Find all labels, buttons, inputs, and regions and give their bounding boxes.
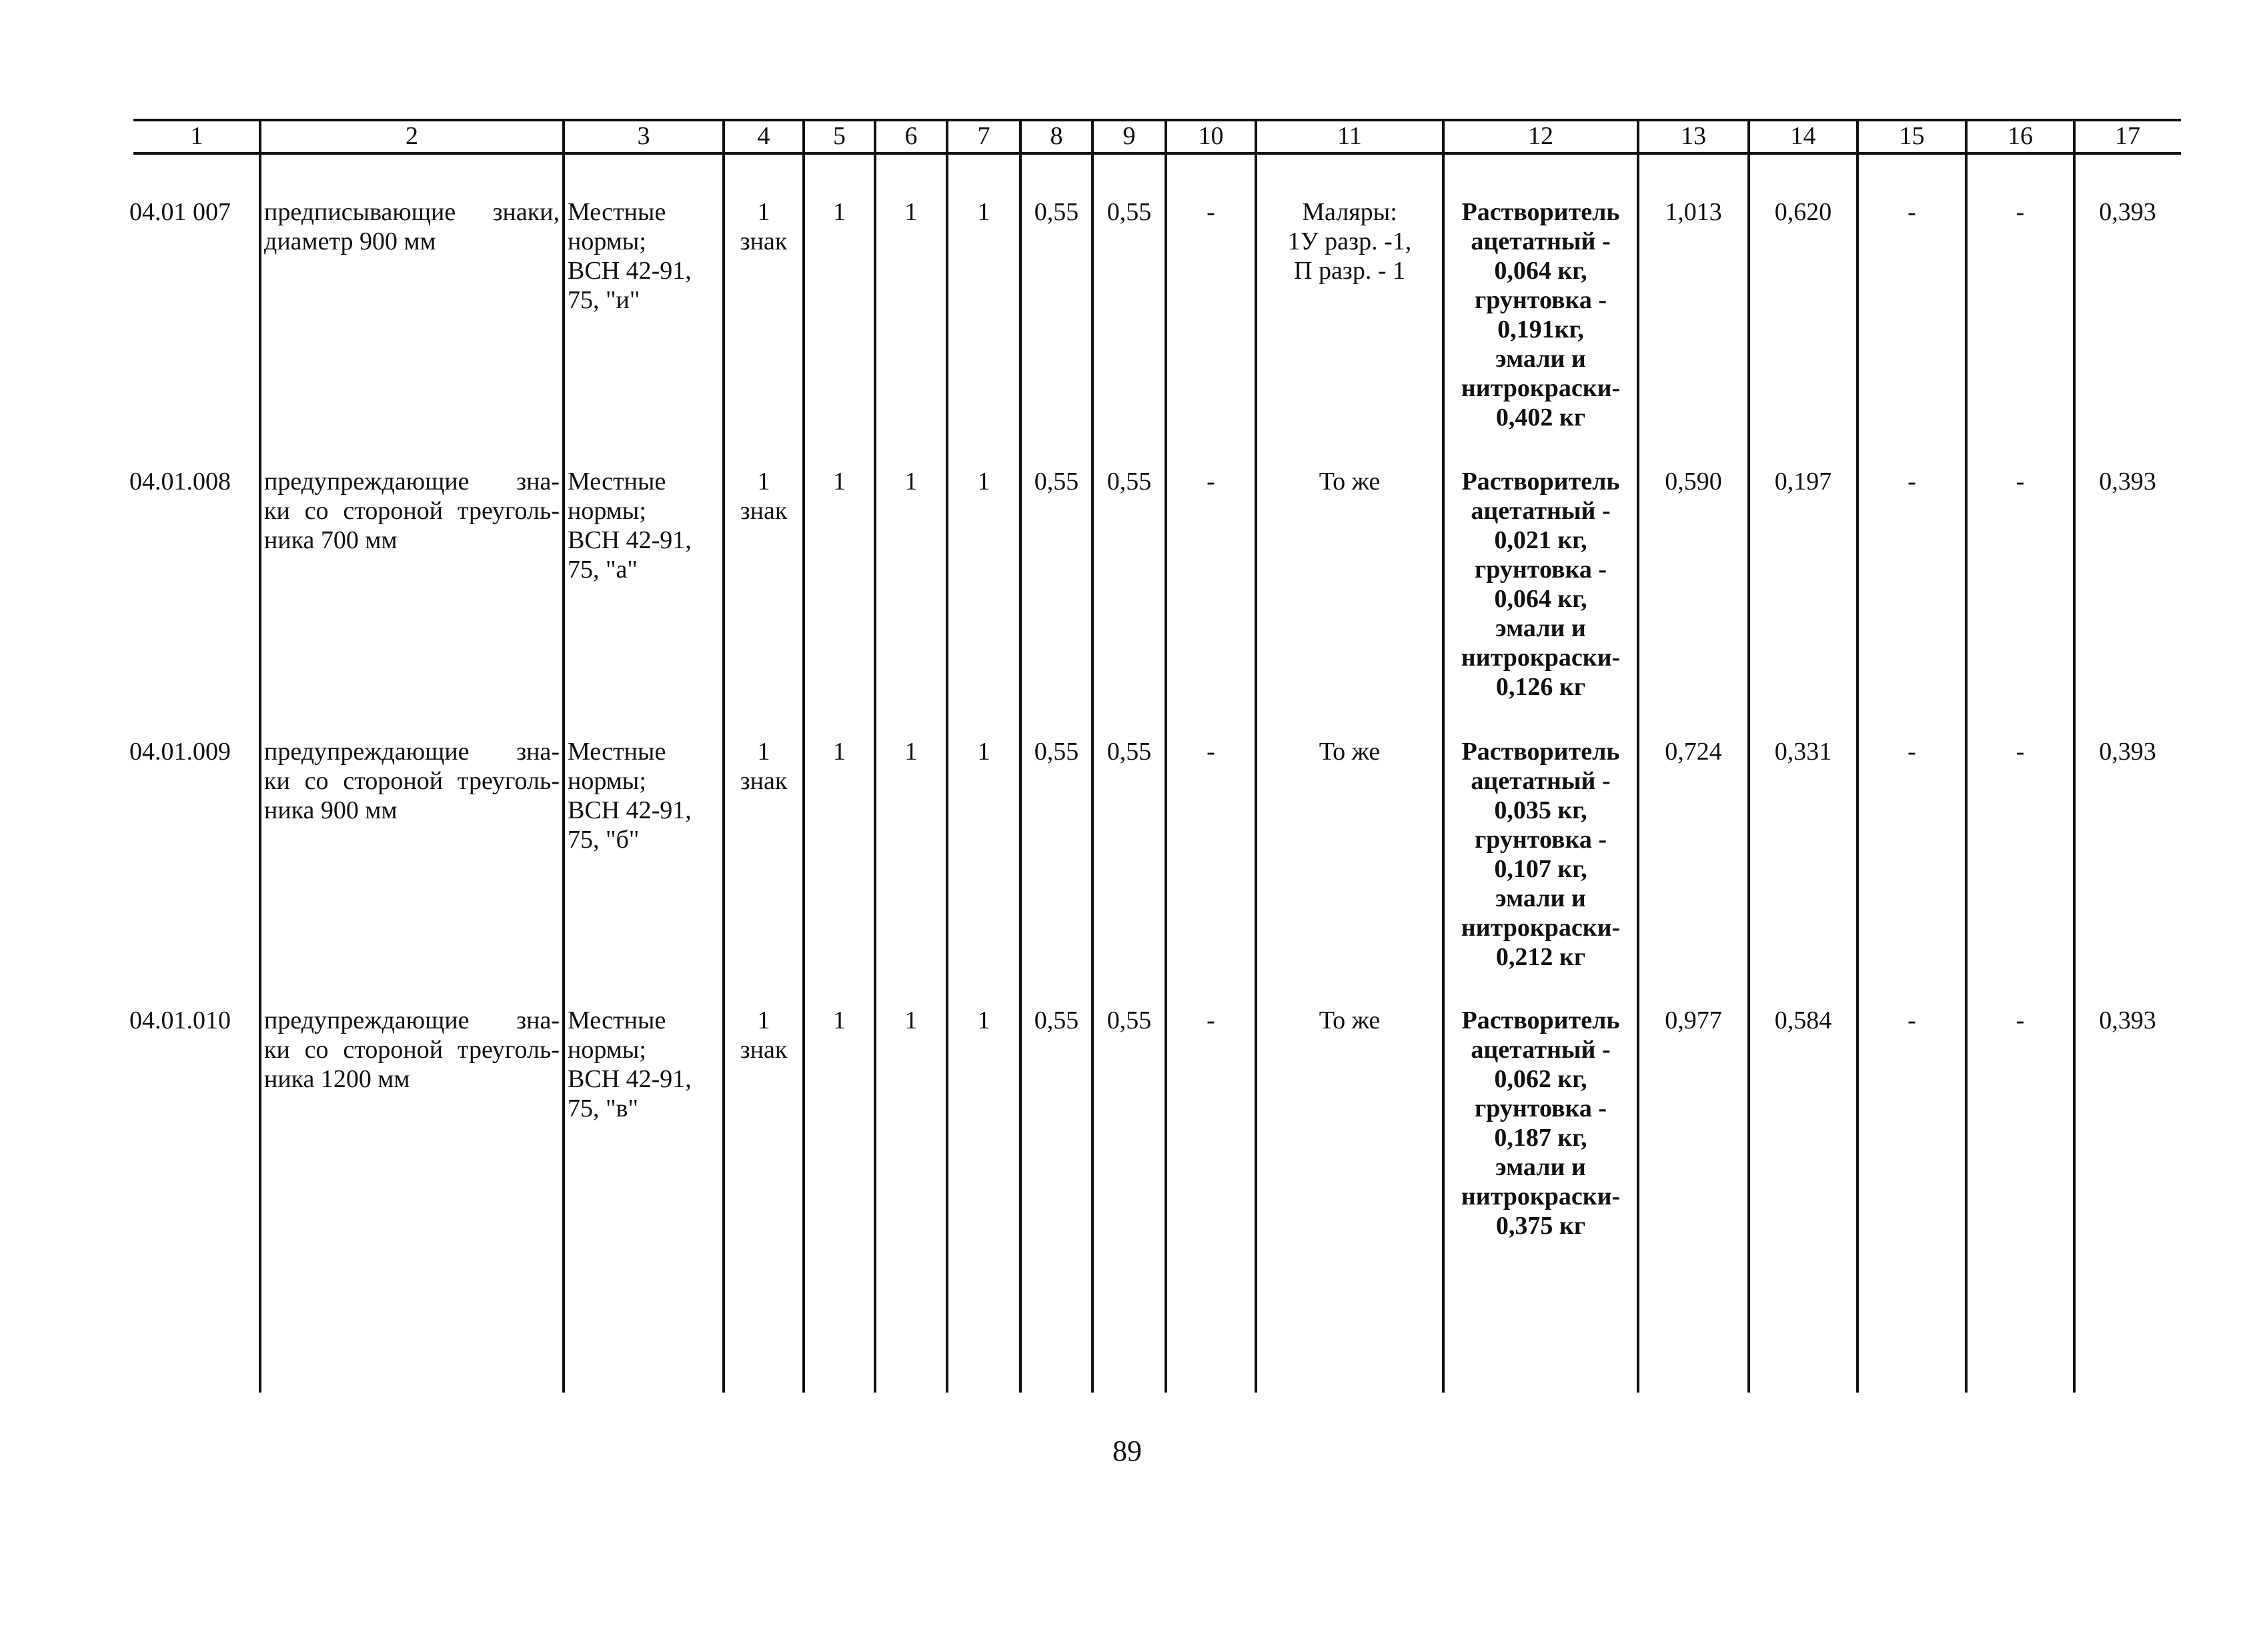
- column-header: 14: [1790, 122, 1816, 150]
- cell-col17: 0,393: [2099, 468, 2156, 496]
- materials-line: 0,062 кг,: [1494, 1065, 1587, 1093]
- cell-col15: -: [1908, 468, 1916, 496]
- cell-col13: 1,013: [1665, 198, 1722, 226]
- cell-col5: 1: [833, 738, 846, 766]
- cell-col7: 1: [977, 738, 990, 766]
- materials-line: 0,402 кг: [1495, 403, 1586, 432]
- materials-line: 0,107 кг,: [1494, 855, 1587, 883]
- cell-col16: -: [2016, 468, 2025, 496]
- cell-workers: [1256, 1006, 1443, 1035]
- cell-code: 04.01.010: [129, 1006, 231, 1034]
- unit-line: знак: [740, 497, 788, 525]
- cell-col8: 0,55: [1034, 198, 1079, 226]
- unit-line: 1: [757, 1006, 770, 1034]
- norms-line: 75, "б": [568, 826, 640, 854]
- cell-name: [264, 467, 560, 555]
- norms-line: Местные: [568, 738, 666, 766]
- materials-line: ацетатный -: [1471, 767, 1611, 795]
- header-bottom-border: [133, 152, 2181, 155]
- norms-line: Местные: [568, 198, 666, 226]
- norms-line: ВСН 42-91,: [568, 526, 692, 554]
- cell-norms: [568, 737, 721, 854]
- cell-col14: 0,331: [1774, 738, 1832, 766]
- cell-workers: [1256, 737, 1443, 766]
- materials-line: 0,064 кг,: [1494, 257, 1587, 285]
- unit-line: 1: [757, 738, 770, 766]
- workers-line: То же: [1319, 1006, 1381, 1034]
- cell-norms: [568, 1006, 721, 1123]
- unit-line: знак: [740, 227, 788, 255]
- norms-line: 75, "в": [568, 1094, 638, 1122]
- unit-line: 1: [757, 198, 770, 226]
- workers-line: То же: [1319, 468, 1381, 496]
- workers-line: Маляры:: [1302, 198, 1397, 226]
- cell-col13: 0,977: [1665, 1006, 1722, 1034]
- materials-line: эмали и: [1495, 345, 1586, 373]
- materials-line: 0,126 кг: [1495, 673, 1586, 701]
- materials-line: 0,064 кг,: [1494, 585, 1587, 613]
- materials-line: грунтовка -: [1475, 826, 1607, 854]
- cell-norms: [568, 467, 721, 584]
- name-line: предупреждающие зна-: [264, 1006, 560, 1034]
- cell-materials: [1443, 737, 1638, 972]
- column-header: 16: [2008, 122, 2033, 150]
- cell-col14: 0,197: [1774, 468, 1832, 496]
- materials-line: Растворитель: [1461, 738, 1620, 766]
- cell-materials: [1443, 1006, 1638, 1241]
- name-line: ки со стороной треуголь-: [264, 497, 560, 525]
- name-line: ки со стороной треуголь-: [264, 767, 560, 795]
- cell-col15: -: [1908, 738, 1916, 766]
- cell-unit: [724, 737, 804, 796]
- materials-line: 0,191кг,: [1497, 315, 1584, 343]
- materials-line: ацетатный -: [1471, 227, 1611, 255]
- workers-line: П разр. - 1: [1294, 257, 1405, 285]
- materials-line: нитрокраски-: [1461, 644, 1621, 672]
- materials-line: Растворитель: [1461, 198, 1620, 226]
- cell-col9: 0,55: [1106, 738, 1152, 766]
- cell-col6: 1: [904, 468, 918, 496]
- norms-line: нормы;: [568, 227, 646, 255]
- cell-col16: -: [2016, 738, 2025, 766]
- name-line: ника 700 мм: [264, 526, 398, 554]
- materials-line: 0,021 кг,: [1494, 526, 1587, 554]
- cell-code: 04.01.009: [129, 738, 231, 766]
- cell-col14: 0,620: [1774, 198, 1832, 226]
- materials-line: эмали и: [1495, 614, 1586, 642]
- norms-line: нормы;: [568, 497, 646, 525]
- norms-line: Местные: [568, 1006, 666, 1034]
- column-header: 1: [190, 122, 203, 150]
- materials-line: нитрокраски-: [1461, 374, 1621, 402]
- materials-line: ацетатный -: [1471, 1036, 1611, 1064]
- name-line: предупреждающие зна-: [264, 738, 560, 766]
- column-header: 6: [904, 122, 918, 150]
- column-header: 7: [977, 122, 990, 150]
- cell-col7: 1: [977, 198, 990, 226]
- cell-col8: 0,55: [1034, 468, 1079, 496]
- cell-col10: -: [1207, 1006, 1215, 1034]
- cell-col7: 1: [977, 1006, 990, 1034]
- cell-col10: -: [1207, 198, 1215, 226]
- workers-line: То же: [1319, 738, 1381, 766]
- column-header: 8: [1050, 122, 1063, 150]
- cell-col5: 1: [833, 468, 846, 496]
- cell-col16: -: [2016, 198, 2025, 226]
- materials-line: Растворитель: [1461, 1006, 1620, 1034]
- norms-line: ВСН 42-91,: [568, 796, 692, 824]
- workers-line: 1У разр. -1,: [1287, 227, 1412, 255]
- cell-col6: 1: [904, 1006, 918, 1034]
- column-divider: [562, 119, 565, 1393]
- name-line: ника 900 мм: [264, 796, 398, 824]
- column-header: 2: [406, 122, 418, 150]
- norms-table: [129, 119, 2181, 1393]
- cell-workers: [1256, 467, 1443, 496]
- materials-line: эмали и: [1495, 1153, 1586, 1181]
- table-top-border: [133, 119, 2181, 121]
- column-header: 13: [1681, 122, 1706, 150]
- materials-line: грунтовка -: [1475, 556, 1607, 584]
- cell-name: [264, 1006, 560, 1094]
- norms-line: ВСН 42-91,: [568, 257, 692, 285]
- cell-unit: [724, 197, 804, 256]
- materials-line: 0,187 кг,: [1494, 1124, 1587, 1152]
- column-header: 4: [757, 122, 770, 150]
- cell-col6: 1: [904, 738, 918, 766]
- column-header: 11: [1337, 122, 1362, 150]
- column-header: 5: [833, 122, 846, 150]
- cell-col13: 0,590: [1665, 468, 1722, 496]
- column-header: 3: [637, 122, 650, 150]
- cell-col9: 0,55: [1106, 1006, 1152, 1034]
- norms-line: 75, "и": [568, 286, 640, 314]
- cell-unit: [724, 467, 804, 526]
- norms-line: Местные: [568, 468, 666, 496]
- cell-col17: 0,393: [2099, 198, 2156, 226]
- cell-name: [264, 197, 560, 256]
- norms-line: нормы;: [568, 767, 646, 795]
- cell-col10: -: [1207, 738, 1215, 766]
- cell-col13: 0,724: [1665, 738, 1722, 766]
- materials-line: эмали и: [1495, 884, 1586, 912]
- unit-line: знак: [740, 767, 788, 795]
- name-line: диаметр 900 мм: [264, 227, 436, 255]
- materials-line: 0,212 кг: [1495, 943, 1586, 971]
- norms-line: ВСН 42-91,: [568, 1065, 692, 1093]
- cell-code: 04.01 007: [129, 198, 231, 226]
- cell-col7: 1: [977, 468, 990, 496]
- cell-col5: 1: [833, 1006, 846, 1034]
- column-header: 17: [2115, 122, 2140, 150]
- name-line: ника 1200 мм: [264, 1065, 410, 1093]
- cell-col17: 0,393: [2099, 738, 2156, 766]
- materials-line: грунтовка -: [1475, 1094, 1607, 1122]
- materials-line: Растворитель: [1461, 468, 1620, 496]
- cell-col5: 1: [833, 198, 846, 226]
- cell-col17: 0,393: [2099, 1006, 2156, 1034]
- cell-col15: -: [1908, 198, 1916, 226]
- unit-line: 1: [757, 468, 770, 496]
- cell-col8: 0,55: [1034, 1006, 1079, 1034]
- cell-materials: [1443, 197, 1638, 432]
- cell-name: [264, 737, 560, 825]
- column-header: 10: [1198, 122, 1224, 150]
- norms-line: 75, "а": [568, 556, 638, 584]
- cell-unit: [724, 1006, 804, 1064]
- cell-col16: -: [2016, 1006, 2025, 1034]
- cell-col14: 0,584: [1774, 1006, 1832, 1034]
- unit-line: знак: [740, 1036, 788, 1064]
- materials-line: ацетатный -: [1471, 497, 1611, 525]
- cell-materials: [1443, 467, 1638, 702]
- name-line: ки со стороной треуголь-: [264, 1036, 560, 1064]
- cell-col15: -: [1908, 1006, 1916, 1034]
- cell-code: 04.01.008: [129, 468, 231, 496]
- cell-col6: 1: [904, 198, 918, 226]
- materials-line: грунтовка -: [1475, 286, 1607, 314]
- materials-line: нитрокраски-: [1461, 914, 1621, 942]
- cell-col9: 0,55: [1106, 468, 1152, 496]
- materials-line: нитрокраски-: [1461, 1182, 1621, 1210]
- norms-line: нормы;: [568, 1036, 646, 1064]
- name-line: предписывающие знаки,: [264, 198, 560, 226]
- column-header: 12: [1528, 122, 1553, 150]
- materials-line: 0,375 кг: [1495, 1212, 1586, 1240]
- cell-col10: -: [1207, 468, 1215, 496]
- page-number: 89: [1112, 1435, 1142, 1467]
- cell-col9: 0,55: [1106, 198, 1152, 226]
- cell-norms: [568, 197, 721, 315]
- materials-line: 0,035 кг,: [1494, 796, 1587, 824]
- cell-workers: [1256, 197, 1443, 285]
- column-header: 9: [1122, 122, 1136, 150]
- name-line: предупреждающие зна-: [264, 468, 560, 496]
- column-header: 15: [1899, 122, 1925, 150]
- cell-col8: 0,55: [1034, 738, 1079, 766]
